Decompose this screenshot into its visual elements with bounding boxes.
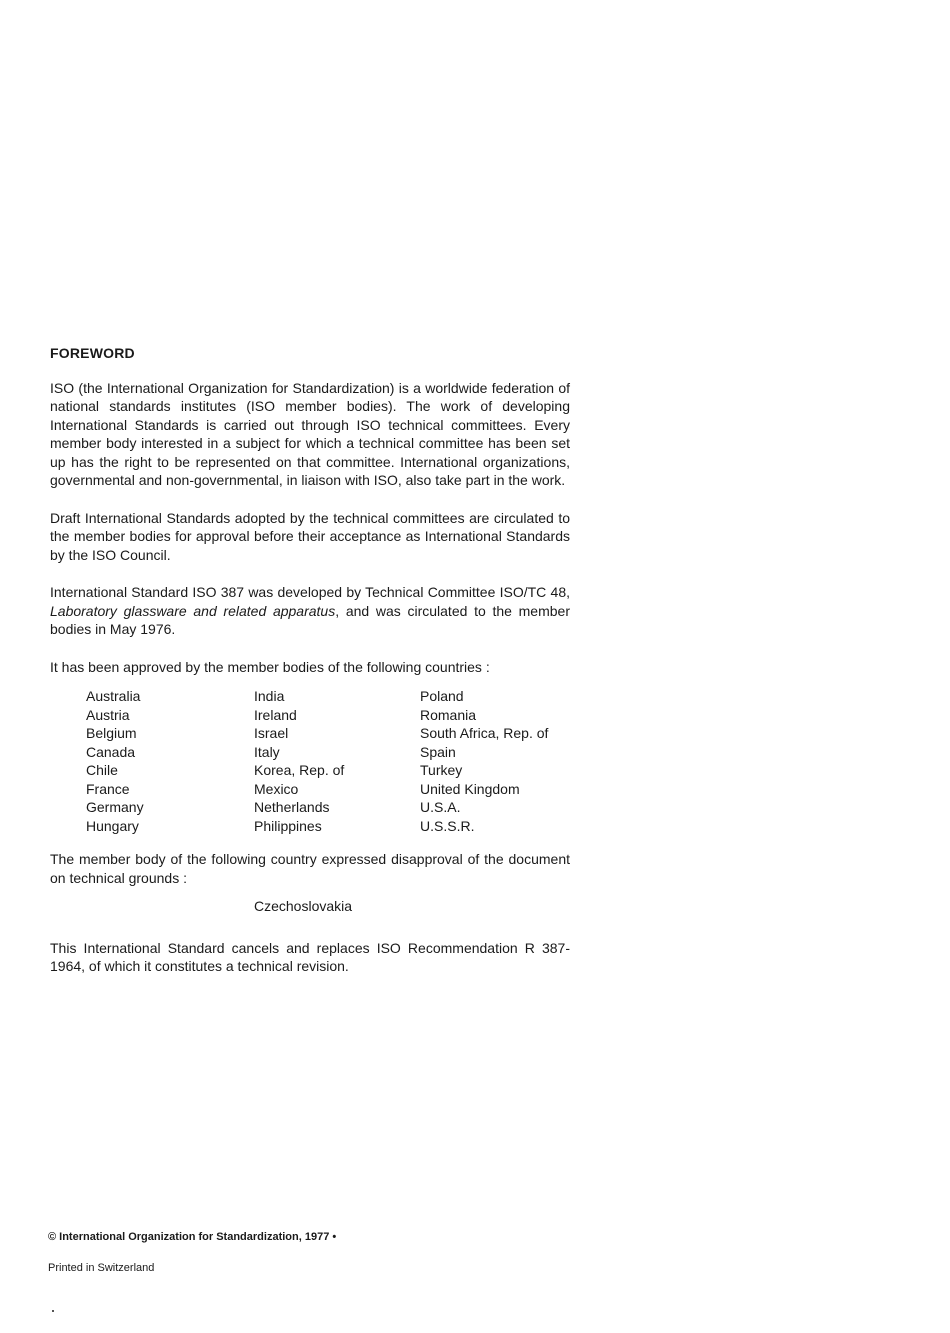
country-item: Romania	[420, 706, 477, 723]
country-item: Mexico	[254, 780, 299, 797]
foreword-paragraph-iso: ISO (the International Organization for Standardization) is a worldwide federation of national standards institutes (ISO member bodies). The work of developing International Standards is carried out through ISO technical committees. Every member body interested in a subject for which a technical committee has been set up has the right to be represented on that committee. International organizations, governmental and non-governmental, in liaison with ISO, also take part in the work.	[50, 379, 570, 488]
country-item: U.S.A.	[420, 799, 461, 815]
foreword-paragraph-disapproval: The member body of the following country expressed disapproval of the document on technical grounds :	[50, 851, 570, 886]
country-item: Philippines	[254, 817, 322, 834]
country-item: Canada	[86, 743, 136, 760]
country-item: U.S.S.R.	[420, 817, 475, 834]
country-item: Netherlands	[254, 799, 330, 815]
scan-speck	[52, 1310, 54, 1312]
approving-countries-list	[86, 687, 570, 835]
printed-in-notice: Printed in Switzerland	[48, 1262, 155, 1274]
country-item: Spain	[420, 743, 456, 760]
country-item: Hungary	[86, 817, 139, 834]
country-item: Ireland	[254, 706, 297, 723]
foreword-paragraph-draft: Draft International Standards adopted by the technical committees are circulated to the member bodies for approval before their acceptance as International Standards by the ISO Council.	[50, 509, 570, 563]
country-item: Austria	[86, 706, 130, 723]
country-item: Chile	[86, 762, 118, 778]
foreword-paragraph-approval: It has been approved by the member bodies of the following countries :	[50, 658, 490, 675]
copyright-notice: © International Organization for Standardization, 1977 •	[48, 1231, 337, 1243]
foreword-paragraph-development	[50, 583, 570, 639]
foreword-paragraph-replacement: This International Standard cancels and replaces ISO Recommendation R 387-1964, of which it constitutes a technical revision.	[50, 939, 570, 974]
country-item: Australia	[86, 688, 141, 704]
foreword-heading: FOREWORD	[50, 345, 135, 361]
country-item: Belgium	[86, 725, 137, 741]
country-item: United Kingdom	[420, 780, 520, 797]
country-item: Italy	[254, 743, 280, 760]
foreword-section	[50, 344, 570, 995]
country-item: France	[86, 780, 130, 797]
development-text-end: , and was circulated to the member bodies in May 1976.	[50, 602, 570, 637]
committee-title: Laboratory glassware and related apparatus	[50, 602, 336, 619]
country-item: Korea, Rep. of	[254, 762, 345, 778]
country-item: Israel	[254, 725, 289, 741]
country-item: Poland	[420, 688, 464, 704]
country-item: Germany	[86, 799, 144, 815]
country-item: Turkey	[420, 762, 463, 778]
development-text-start: International Standard ISO 387 was developed by Technical Committee ISO/TC 48,	[50, 584, 570, 600]
disapproving-country: Czechoslovakia	[254, 898, 353, 914]
country-item: South Africa, Rep. of	[420, 725, 549, 741]
country-item: India	[254, 688, 285, 704]
